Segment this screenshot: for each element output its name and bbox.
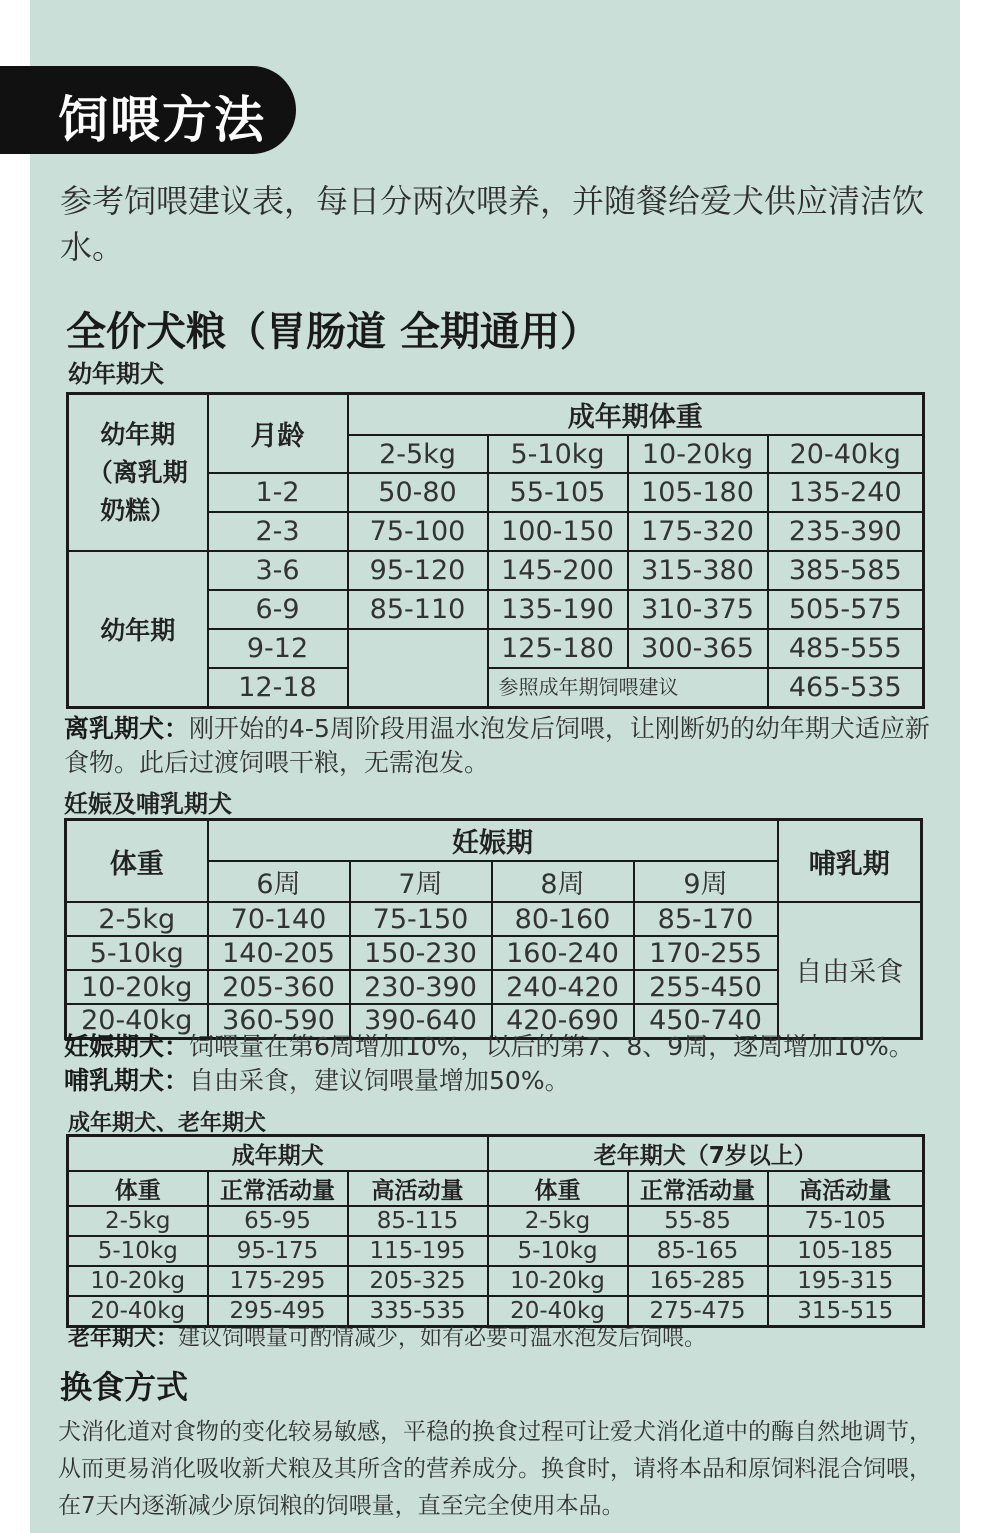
lactation-note-label: 哺乳期犬： [64, 1066, 190, 1095]
value-cell: 335-535 [348, 1296, 488, 1326]
value-cell: 95-120 [348, 551, 488, 590]
switch-food-text: 犬消化道对食物的变化较易敏感，平稳的换食过程可让爱犬消化道中的酶自然地调节，从而更易消化吸收新犬粮及其所含的营养成分。换食时，请将本品和原饲料混合饲喂，在7天内逐渐减少原饲粮的饲喂量，直至完全使用本品。 [58, 1419, 932, 1519]
age-cell: 12-18 [208, 668, 348, 707]
value-cell: 235-390 [768, 512, 924, 551]
adult-weight-header: 成年期体重 [348, 394, 924, 436]
table-row [66, 902, 922, 936]
value-cell: 70-140 [208, 902, 350, 936]
section-title: 饲喂方法 [58, 91, 266, 149]
value-cell: 85-170 [634, 902, 778, 936]
value-cell: 5-10kg [488, 1236, 628, 1266]
lactation-note [64, 1064, 944, 1098]
adult-senior-table [66, 1134, 925, 1328]
intro-text: 参考饲喂建议表，每日分两次喂养，并随餐给爱犬供应清洁饮水。 [60, 182, 925, 266]
weight-col: 10-20kg [628, 435, 768, 473]
value-cell: 175-295 [208, 1266, 348, 1296]
value-cell: 105-180 [628, 473, 768, 512]
value-cell: 385-585 [768, 551, 924, 590]
senior-header: 老年期犬（7岁以上） [488, 1136, 924, 1172]
value-cell: 2-5kg [68, 1206, 208, 1236]
table-row [68, 551, 924, 590]
value-cell: 315-380 [628, 551, 768, 590]
table-row [68, 1266, 924, 1296]
value-cell: 310-375 [628, 590, 768, 629]
pregnancy-note [64, 1030, 944, 1064]
value-cell: 195-315 [768, 1266, 924, 1296]
value-cell: 55-85 [628, 1206, 768, 1236]
week-col: 6周 [208, 861, 350, 902]
value-cell: 315-515 [768, 1296, 924, 1326]
value-cell: 205-325 [348, 1266, 488, 1296]
value-cell: 165-285 [628, 1266, 768, 1296]
value-cell: 85-110 [348, 590, 488, 629]
weaning-note [64, 712, 934, 780]
pregnant-subtitle: 妊娠及哺乳期犬 [64, 790, 232, 818]
adult-header: 成年期犬 [68, 1136, 488, 1172]
value-cell: 300-365 [628, 629, 768, 668]
weight-col: 5-10kg [488, 435, 628, 473]
senior-note-text: 建议饲喂量可酌情减少，如有必要可温水泡发后饲喂。 [178, 1326, 707, 1351]
weaning-note-label: 离乳期犬： [64, 714, 190, 743]
pregnancy-note-text: 饲喂量在第6周增加10%，以后的第7、8、9周，逐周增加10%。 [189, 1032, 914, 1061]
value-cell: 275-475 [628, 1296, 768, 1326]
value-cell: 205-360 [208, 970, 350, 1004]
value-cell: 80-160 [492, 902, 634, 936]
value-cell: 295-495 [208, 1296, 348, 1326]
value-cell: 20-40kg [488, 1296, 628, 1326]
value-cell: 175-320 [628, 512, 768, 551]
week-col: 9周 [634, 861, 778, 902]
table-row [68, 1206, 924, 1236]
week-col: 7周 [350, 861, 492, 902]
value-cell: 465-535 [768, 668, 924, 707]
value-cell: 255-450 [634, 970, 778, 1004]
value-cell: 125-180 [488, 629, 628, 668]
col-header: 高活动量 [348, 1171, 488, 1206]
lactation-note-text: 自由采食，建议饲喂量增加50%。 [189, 1066, 570, 1095]
puppy-table [66, 392, 925, 709]
adult-subtitle: 成年期犬、老年期犬 [68, 1111, 267, 1136]
pregnant-table [64, 818, 923, 1040]
value-cell: 360-590 [208, 1004, 350, 1038]
value-cell: 140-205 [208, 936, 350, 970]
value-cell: 135-240 [768, 473, 924, 512]
lactation-value: 自由采食 [778, 902, 922, 1038]
senior-note-label: 老年期犬： [68, 1326, 179, 1351]
value-cell: 65-95 [208, 1206, 348, 1236]
age-cell: 6-9 [208, 590, 348, 629]
value-cell: 85-115 [348, 1206, 488, 1236]
value-cell: 505-575 [768, 590, 924, 629]
age-cell: 2-3 [208, 512, 348, 551]
value-cell: 115-195 [348, 1236, 488, 1266]
value-cell: 145-200 [488, 551, 628, 590]
value-cell: 95-175 [208, 1236, 348, 1266]
weight-cell: 20-40kg [66, 1004, 208, 1038]
col-header: 正常活动量 [628, 1171, 768, 1206]
pregnancy-header: 妊娠期 [208, 820, 778, 862]
month-header: 月龄 [208, 394, 348, 474]
value-cell: 50-80 [348, 473, 488, 512]
value-cell: 170-255 [634, 936, 778, 970]
weight-cell: 10-20kg [66, 970, 208, 1004]
value-cell: 105-185 [768, 1236, 924, 1266]
puppy-group2-label: 幼年期 [68, 551, 208, 707]
table-row [68, 1236, 924, 1266]
col-header: 正常活动量 [208, 1171, 348, 1206]
refer-adult-note: 参照成年期饲喂建议 [488, 668, 768, 707]
value-cell: 485-555 [768, 629, 924, 668]
age-cell: 1-2 [208, 473, 348, 512]
weaning-note-text: 刚开始的4-5周阶段用温水泡发后饲喂，让刚断奶的幼年期犬适应新食物。此后过渡饲喂干粮，无需泡发。 [64, 714, 930, 777]
value-cell: 75-105 [768, 1206, 924, 1236]
value-cell: 160-240 [492, 936, 634, 970]
value-cell: 420-690 [492, 1004, 634, 1038]
weight-header: 体重 [66, 820, 208, 903]
col-header: 体重 [68, 1171, 208, 1206]
value-cell: 75-150 [350, 902, 492, 936]
switch-food-title: 换食方式 [60, 1368, 189, 1406]
col-header: 体重 [488, 1171, 628, 1206]
value-cell: 240-420 [492, 970, 634, 1004]
section-header-pill [0, 66, 296, 154]
value-cell: 10-20kg [488, 1266, 628, 1296]
value-cell: 450-740 [634, 1004, 778, 1038]
value-cell: 75-100 [348, 512, 488, 551]
lactation-header: 哺乳期 [778, 820, 922, 903]
pregnancy-note-label: 妊娠期犬： [64, 1032, 190, 1061]
puppy-group1-label: 幼年期 （离乳期 奶糕） [68, 394, 208, 552]
weight-cell: 2-5kg [66, 902, 208, 936]
age-cell: 3-6 [208, 551, 348, 590]
value-cell: 10-20kg [68, 1266, 208, 1296]
refer-blank-cell [348, 629, 488, 707]
product-title: 全价犬粮（胃肠道 全期通用） [66, 309, 600, 355]
value-cell: 100-150 [488, 512, 628, 551]
value-cell: 230-390 [350, 970, 492, 1004]
value-cell: 135-190 [488, 590, 628, 629]
value-cell: 5-10kg [68, 1236, 208, 1266]
weight-col: 20-40kg [768, 435, 924, 473]
week-col: 8周 [492, 861, 634, 902]
value-cell: 55-105 [488, 473, 628, 512]
age-cell: 9-12 [208, 629, 348, 668]
puppy-subtitle: 幼年期犬 [68, 360, 164, 388]
col-header: 高活动量 [768, 1171, 924, 1206]
weight-col: 2-5kg [348, 435, 488, 473]
value-cell: 390-640 [350, 1004, 492, 1038]
value-cell: 150-230 [350, 936, 492, 970]
weight-cell: 5-10kg [66, 936, 208, 970]
value-cell: 85-165 [628, 1236, 768, 1266]
value-cell: 20-40kg [68, 1296, 208, 1326]
senior-note [68, 1322, 948, 1356]
value-cell: 2-5kg [488, 1206, 628, 1236]
